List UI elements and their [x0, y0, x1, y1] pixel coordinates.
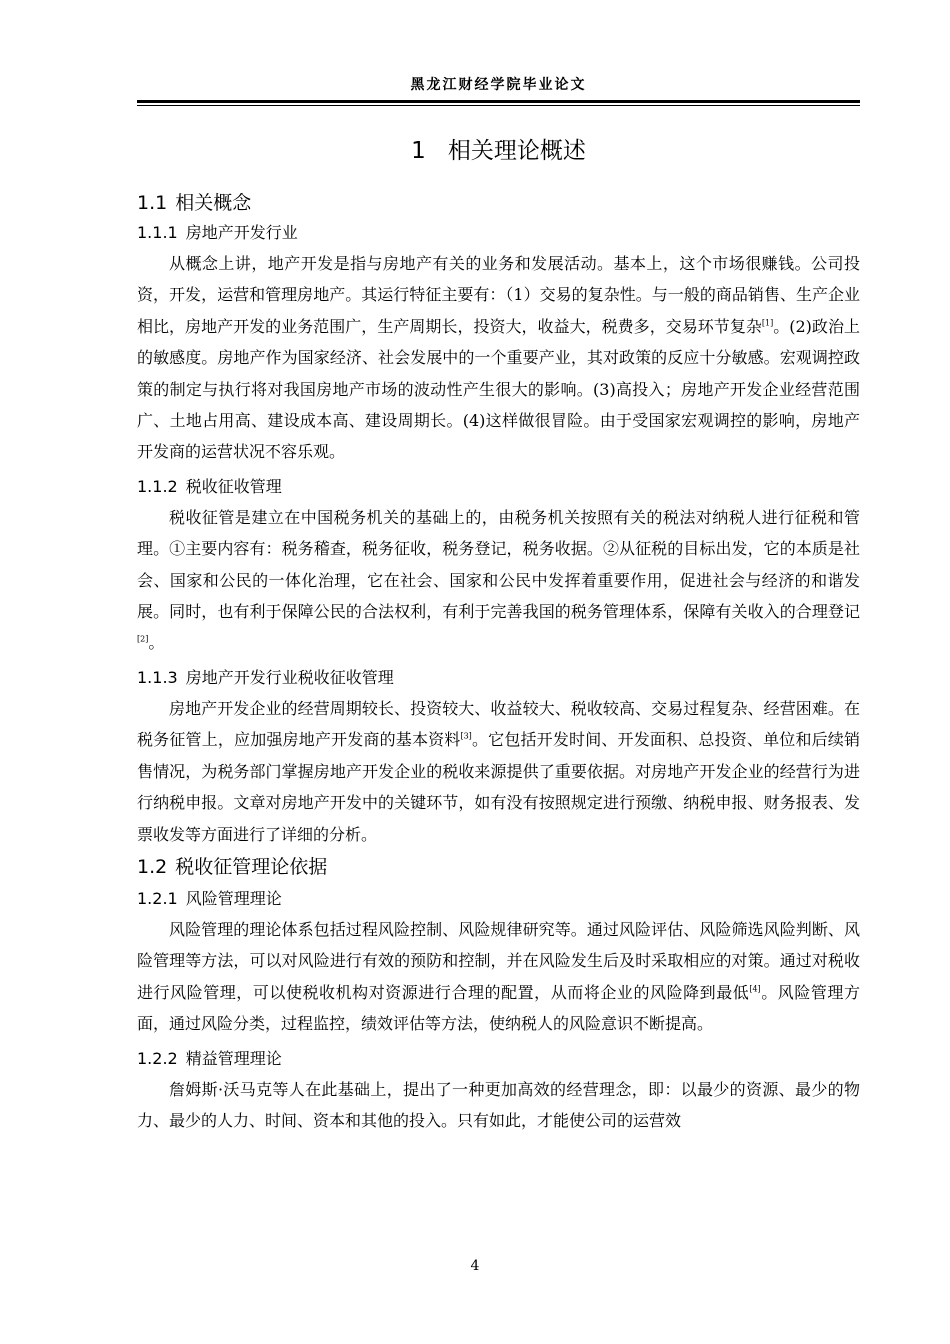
subsection-title: 税收征收管理: [185, 476, 282, 496]
running-header: 黑龙江财经学院毕业论文: [410, 77, 587, 93]
paragraph-1-2-2: [137, 1074, 860, 1137]
chapter-title-text: 相关理论概述: [447, 138, 586, 164]
subsection-heading-1-1-3: [137, 663, 860, 693]
citation-marker: [1]: [761, 318, 774, 328]
paragraph-text: 詹姆斯·沃马克等人在此基础上，提出了一种更加高效的经营理念，即：以最少的资源、最少的物力、最少的人力、时间、资本和其他的投入。只有如此，才能使公司的运营效: [137, 1079, 860, 1130]
paragraph-text: 。风险管理方面，通过风险分类，过程监控，绩效评估等方法，使纳税人的风险意识不断提高。: [137, 982, 860, 1034]
citation-marker: [4]: [749, 984, 761, 994]
subsection-title: 房地产开发行业税收征收管理: [185, 667, 394, 687]
subsection-heading-1-1-2: [137, 472, 860, 502]
subsection-heading-1-2-1: [137, 884, 860, 914]
subsection-heading-1-1-1: [137, 218, 860, 248]
subsection-number: 1.2.1: [137, 888, 178, 908]
section-number: 1.2: [137, 855, 168, 878]
subsection-title: 风险管理理论: [185, 888, 282, 908]
header-rule-thick: [137, 100, 860, 103]
chapter-title: [137, 134, 860, 168]
paragraph-text: 风险管理的理论体系包括过程风险控制、风险规律研究等。通过风险评估、风险筛选风险判断、风险管理等方法，可以对风险进行有效的预防和控制，并在风险发生后及时采取相应的对策。通过对税收进行风险管理，可以使税收机构对资源进行合理的配置，从而将企业的风险降到最低: [137, 919, 860, 1002]
citation-marker: [2]: [137, 635, 149, 645]
section-heading-1-2: [137, 852, 860, 882]
subsection-number: 1.1.3: [137, 667, 178, 687]
page-content: [137, 134, 860, 1136]
paragraph-text: 。它包括开发时间、开发面积、总投资、单位和后续销售情况，为税务部门掌握房地产开发企业的税收来源提供了重要依据。对房地产开发企业的经营行为进行纳税申报。文章对房地产开发中的关键环节，如有没有按照规定进行预缴、纳税申报、财务报表、发票收发等方面进行了详细的分析。: [137, 730, 860, 844]
section-title: 相关概念: [175, 192, 252, 214]
paragraph-text: 。(2)政治上的敏感度。房地产作为国家经济、社会发展中的一个重要产业，其对政策的反应十分敏感。宏观调控政策的制定与执行将对我国房地产市场的波动性产生很大的影响。(3)高投入；房地产开发企业经营范围广、土地占用高、建设成本高、建设周期长。(4)这样做很冒险。由于受国家宏观调控的影响，房地产开发商的运营状况不容乐观。: [137, 316, 860, 462]
subsection-number: 1.1.2: [137, 476, 178, 496]
paragraph-1-2-1: [137, 914, 860, 1040]
subsection-number: 1.1.1: [137, 223, 178, 242]
section-number: 1.1: [137, 192, 168, 214]
page-number: 4: [470, 1258, 480, 1274]
subsection-title: 房地产开发行业: [185, 223, 298, 242]
section-title: 税收征管理论依据: [175, 855, 328, 878]
subsection-heading-1-2-2: [137, 1044, 860, 1074]
subsection-number: 1.2.2: [137, 1048, 178, 1068]
paragraph-text: 税收征管是建立在中国税务机关的基础上的，由税务机关按照有关的税法对纳税人进行征税和管理。①主要内容有：税务稽查，税务征收，税务登记，税务收据。②从征税的目标出发，它的本质是社会、国家和公民的一体化治理，它在社会、国家和公民中发挥着重要作用，促进社会与经济的和谐发展。同时，也有利于保障公民的合法权利，有利于完善我国的税务管理体系，保障有关收入的合理登记: [137, 507, 860, 622]
paragraph-1-1-3: [137, 693, 860, 850]
chapter-number: 1: [411, 138, 426, 164]
header-rule-thin: [137, 105, 860, 106]
paragraph-1-1-2: [137, 502, 860, 659]
paragraph-text: 从概念上讲，地产开发是指与房地产有关的业务和发展活动。基本上，这个市场很赚钱。公司投资，开发，运营和管理房地产。其运行特征主要有：（1）交易的复杂性。与一般的商品销售、生产企业相比，房地产开发的业务范围广，生产周期长，投资大，收益大，税费多，交易环节复杂: [137, 254, 860, 336]
paragraph-1-1-1: [137, 248, 860, 468]
paragraph-text: 房地产开发企业的经营周期较长、投资较大、收益较大、税收较高、交易过程复杂、经营困难。在税务征管上，应加强房地产开发商的基本资料: [137, 698, 860, 750]
section-heading-1-1: [137, 188, 860, 218]
subsection-title: 精益管理理论: [185, 1048, 282, 1068]
citation-marker: [3]: [460, 731, 472, 741]
paragraph-text: 。: [148, 633, 165, 653]
